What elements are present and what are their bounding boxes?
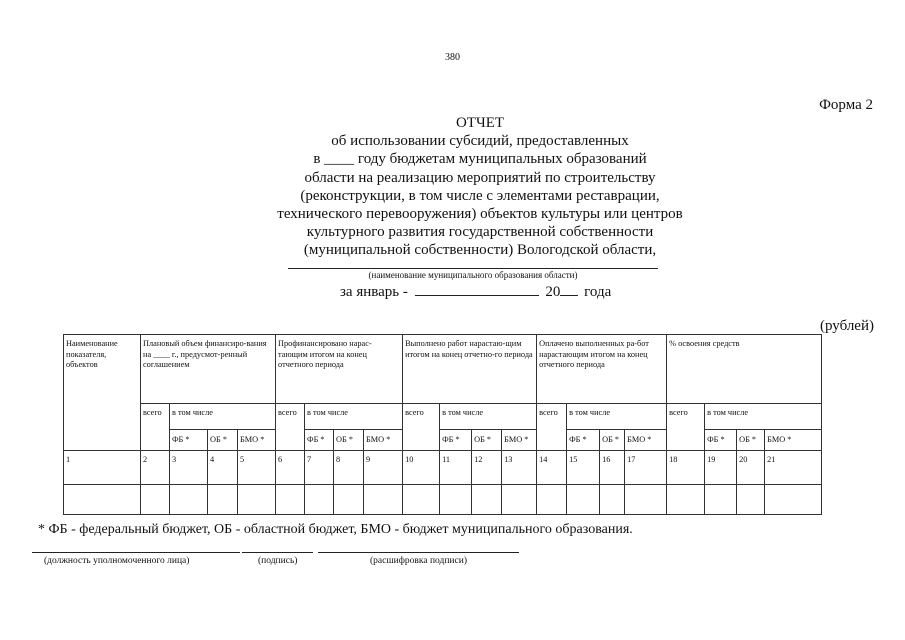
data-cell[interactable] bbox=[537, 485, 567, 515]
decoding-signature-line[interactable] bbox=[318, 552, 519, 553]
header-bmo: БМО * bbox=[238, 430, 276, 451]
header-ob: ОБ * bbox=[737, 430, 765, 451]
column-number: 19 bbox=[705, 451, 737, 485]
column-number: 18 bbox=[667, 451, 705, 485]
period-prefix: за январь - bbox=[340, 284, 408, 300]
column-number: 3 bbox=[170, 451, 208, 485]
column-number: 2 bbox=[141, 451, 170, 485]
column-number: 11 bbox=[440, 451, 472, 485]
title-line: (реконструкции, в том числе с элементами реставрации, bbox=[300, 187, 660, 204]
position-signature-line[interactable] bbox=[32, 552, 240, 553]
data-cell[interactable] bbox=[567, 485, 600, 515]
column-number: 1 bbox=[64, 451, 141, 485]
signature-line[interactable] bbox=[242, 552, 313, 553]
data-entry-row bbox=[64, 485, 822, 515]
column-number: 20 bbox=[737, 451, 765, 485]
column-number: 21 bbox=[765, 451, 822, 485]
header-bmo: БМО * bbox=[364, 430, 403, 451]
column-number-row bbox=[64, 451, 822, 485]
header-fb: ФБ * bbox=[440, 430, 472, 451]
header-total: всего bbox=[537, 404, 567, 451]
data-cell[interactable] bbox=[238, 485, 276, 515]
column-number: 14 bbox=[537, 451, 567, 485]
header-indicator-name: Наименование показателя, объектов bbox=[64, 335, 141, 451]
column-number: 10 bbox=[403, 451, 440, 485]
header-including: в том числе bbox=[567, 404, 667, 430]
report-heading: ОТЧЕТ bbox=[455, 115, 505, 131]
column-number: 15 bbox=[567, 451, 600, 485]
header-bmo: БМО * bbox=[625, 430, 667, 451]
header-total: всего bbox=[403, 404, 440, 451]
header-fb: ФБ * bbox=[567, 430, 600, 451]
header-ob: ОБ * bbox=[208, 430, 238, 451]
period-month-blank[interactable] bbox=[415, 283, 539, 296]
decoding-caption: (расшифровка подписи) bbox=[370, 556, 467, 566]
data-cell[interactable] bbox=[141, 485, 170, 515]
header-total: всего bbox=[276, 404, 305, 451]
data-cell[interactable] bbox=[600, 485, 625, 515]
header-including: в том числе bbox=[170, 404, 276, 430]
header-ob: ОБ * bbox=[472, 430, 502, 451]
header-total: всего bbox=[667, 404, 705, 451]
page-number: 380 bbox=[445, 52, 460, 63]
position-caption: (должность уполномоченного лица) bbox=[44, 556, 190, 566]
header-fb: ФБ * bbox=[170, 430, 208, 451]
header-ob: ОБ * bbox=[600, 430, 625, 451]
header-work-paid: Оплачено выполненных ра-бот нарастающим итогом на конец отчетного периода bbox=[537, 335, 667, 404]
period-year-prefix: 20 bbox=[545, 284, 561, 300]
header-work-completed: Выполнено работ нарастаю-щим итогом на конец отчетно-го периода bbox=[403, 335, 537, 404]
title-line: области на реализацию мероприятий по строительству bbox=[304, 169, 656, 186]
header-including: в том числе bbox=[705, 404, 822, 430]
data-cell[interactable] bbox=[364, 485, 403, 515]
data-cell[interactable] bbox=[705, 485, 737, 515]
signature-caption: (подпись) bbox=[258, 556, 298, 566]
header-total: всего bbox=[141, 404, 170, 451]
column-number: 12 bbox=[472, 451, 502, 485]
header-fb: ФБ * bbox=[305, 430, 334, 451]
column-number: 13 bbox=[502, 451, 537, 485]
column-number: 17 bbox=[625, 451, 667, 485]
title-line: технического перевооружения) объектов культуры или центров bbox=[277, 206, 683, 223]
column-number: 6 bbox=[276, 451, 305, 485]
header-percent-utilization: % освоения средств bbox=[667, 335, 822, 404]
column-number: 16 bbox=[600, 451, 625, 485]
header-including: в том числе bbox=[440, 404, 537, 430]
header-including: в том числе bbox=[305, 404, 403, 430]
reporting-period bbox=[340, 283, 611, 301]
data-cell[interactable] bbox=[305, 485, 334, 515]
data-cell[interactable] bbox=[765, 485, 822, 515]
header-planned-financing: Плановый объем финансиро-вания на ____ г., предусмот-ренный соглашением bbox=[141, 335, 276, 404]
data-cell[interactable] bbox=[737, 485, 765, 515]
title-line: об использовании субсидий, предоставленных bbox=[331, 133, 629, 150]
data-cell[interactable] bbox=[625, 485, 667, 515]
data-cell[interactable] bbox=[334, 485, 364, 515]
header-bmo: БМО * bbox=[765, 430, 822, 451]
data-cell[interactable] bbox=[170, 485, 208, 515]
data-cell[interactable] bbox=[440, 485, 472, 515]
header-financed-to-date: Профинансировано нарас-тающим итогом на конец отчетного периода bbox=[276, 335, 403, 404]
header-bmo: БМО * bbox=[502, 430, 537, 451]
title-line: (муниципальной собственности) Вологодской области, bbox=[303, 242, 657, 259]
data-cell[interactable] bbox=[472, 485, 502, 515]
data-cell[interactable] bbox=[64, 485, 141, 515]
footnote: * ФБ - федеральный бюджет, ОБ - областной бюджет, БМО - бюджет муниципального образования. bbox=[38, 522, 633, 537]
period-year-blank[interactable] bbox=[560, 283, 578, 296]
report-table bbox=[63, 334, 822, 515]
data-cell[interactable] bbox=[208, 485, 238, 515]
header-fb: ФБ * bbox=[705, 430, 737, 451]
column-number: 8 bbox=[334, 451, 364, 485]
data-cell[interactable] bbox=[276, 485, 305, 515]
municipality-field-line[interactable] bbox=[288, 268, 658, 269]
column-number: 7 bbox=[305, 451, 334, 485]
column-number: 5 bbox=[238, 451, 276, 485]
header-ob: ОБ * bbox=[334, 430, 364, 451]
column-number: 4 bbox=[208, 451, 238, 485]
form-label: Форма 2 bbox=[819, 97, 873, 113]
title-line: культурного развития государственной собственности bbox=[306, 224, 654, 241]
units-label: (рублей) bbox=[819, 318, 874, 334]
report-title bbox=[230, 114, 730, 260]
municipality-caption: (наименование муниципального образования области) bbox=[368, 270, 578, 280]
data-cell[interactable] bbox=[667, 485, 705, 515]
period-suffix: года bbox=[584, 284, 612, 300]
data-cell[interactable] bbox=[403, 485, 440, 515]
column-number: 9 bbox=[364, 451, 403, 485]
title-line: в ____ году бюджетам муниципальных образований bbox=[313, 151, 647, 168]
data-cell[interactable] bbox=[502, 485, 537, 515]
